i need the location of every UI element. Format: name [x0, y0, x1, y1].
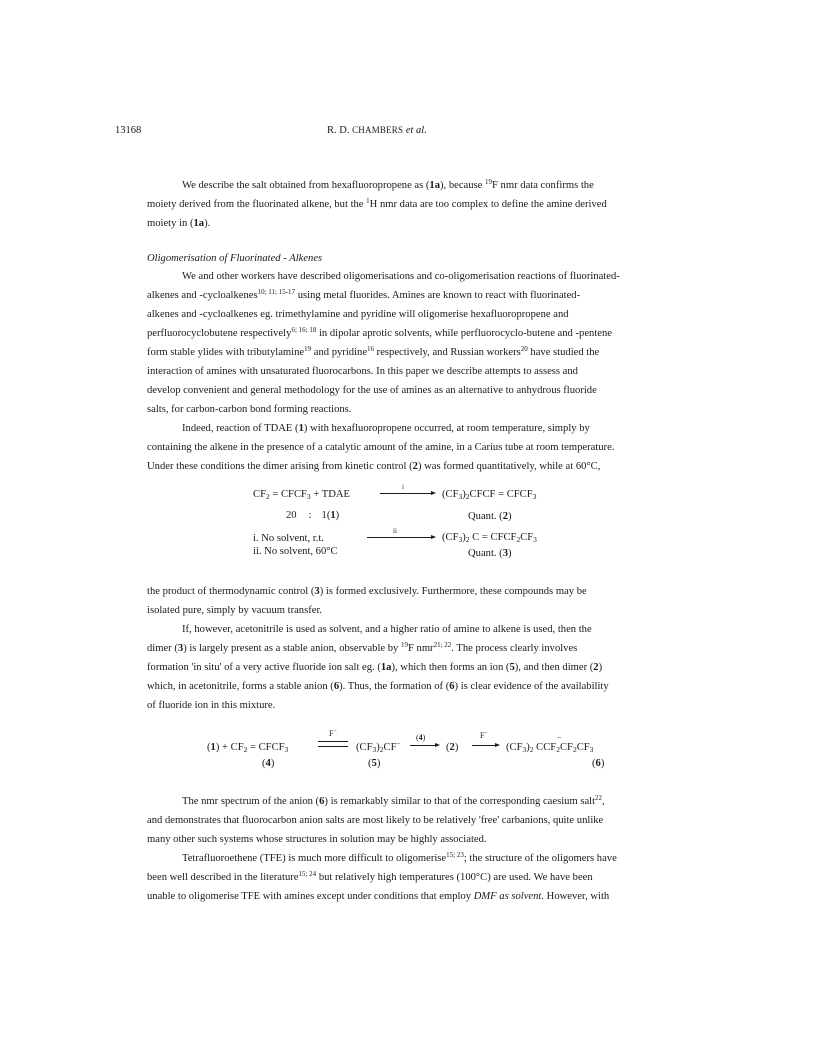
text-line: We and other workers have described oligomerisations and co-oligomerisation reactions of fluorinated-	[182, 271, 620, 282]
text-line: formation 'in situ' of a very active fluoride ion salt eg. (1a), which then forms an ion (5), and then dimer (2)	[147, 662, 603, 673]
yield-label-3: Quant. (3)	[468, 548, 512, 559]
text-line: interaction of amines with unsaturated fluorocarbons. In this paper we describe attempts to assess and	[147, 366, 578, 377]
text-line: the product of thermodynamic control (3) is formed exclusively. Furthermore, these compounds may be	[147, 586, 587, 597]
text-line: Indeed, reaction of TDAE (1) with hexafluoropropene occurred, at room temperature, simply by	[182, 423, 590, 434]
scheme-ratio: 20 : 1(1)	[286, 510, 340, 521]
page-number: 13168	[115, 125, 142, 136]
text-line: been well described in the literature$^{15; 24}$ but relatively high temperatures (100°C) are used. We have been	[147, 870, 593, 883]
text-line: of fluoride ion in this mixture.	[147, 700, 276, 711]
text-line: isolated pure, simply by vacuum transfer.	[147, 605, 323, 616]
text-line: which, in acetonitrile, forms a stable anion (6). Thus, the formation of (6) is clear evidence of the availability	[147, 681, 609, 692]
scheme2-dimer-2: (2)	[446, 742, 459, 753]
compound-label-5: (5)	[368, 758, 381, 769]
text-line: moiety in (1a).	[147, 218, 211, 229]
text-line: develop convenient and general methodology for the use of amines as an alternative to anhydrous fluoride	[147, 385, 597, 396]
text-line: dimer (3) is largely present as a stable anion, observable by $^{19}$F nmr$^{21; 22}$. The process clearly involves	[147, 641, 578, 654]
carbanion-charge: −	[557, 733, 562, 742]
text-line: salts, for carbon-carbon bond forming reactions.	[147, 404, 352, 415]
text-line: We describe the salt obtained from hexafluoropropene as (1a), because $^{19}$F nmr data confirms the	[182, 178, 594, 191]
text-line: perfluorocyclobutene respectively$^{6; 16; 18}$ in dipolar aprotic solvents, while perfluorocyclo-butene and -pentene	[147, 326, 612, 339]
text-line: unable to oligomerise TFE with amines except under conditions that employ DMF as solvent. However, with	[147, 891, 610, 902]
compound-label-6: (6)	[592, 758, 605, 769]
text-line: alkenes and -cycloalkenes eg. trimethylamine and pyridine will oligomerise hexafluoropropene and	[147, 309, 569, 320]
text-line: Tetrafluoroethene (TFE) is much more difficult to oligomerise$^{15; 23}$; the structure of the oligomers have	[182, 851, 617, 864]
text-line: form stable ylides with tributylamine$^{19}$ and pyridine$^{16}$ respectively, and Russian workers$^{20}$ have studied the	[147, 345, 600, 358]
yield-label-2: Quant. (2)	[468, 511, 512, 522]
fluoride-label: F−	[329, 728, 337, 738]
reaction-arrow	[410, 745, 436, 746]
condition-ii: ii. No solvent, 60°C	[253, 546, 338, 557]
scheme-product-3: $(CF_3)_2$ $C = CFCF_2CF_3$	[442, 532, 537, 544]
running-head: R. D. CHAMBERS et al.	[327, 125, 427, 136]
condition-i: i. No solvent, r.t.	[253, 533, 324, 544]
arrow-label-4: (4)	[416, 733, 426, 742]
text-line: If, however, acetonitrile is used as solvent, and a higher ratio of amine to alkene is used, then the	[182, 624, 592, 635]
text-line: moiety derived from the fluorinated alkene, but the $^1$H nmr data are too complex to define the amine derived	[147, 197, 607, 210]
text-line: and demonstrates that fluorocarbon anion salts are most likely to be relatively 'free' carbanions, quite unlike	[147, 815, 604, 826]
scheme2-anion-5: $(CF_3)_2CF^-$	[356, 740, 401, 754]
scheme-product-2: $(CF_3)_2CFCF$ = $CFCF_3$	[442, 489, 537, 501]
compound-label-4: (4)	[262, 758, 275, 769]
text-line: Under these conditions the dimer arising from kinetic control (2) was formed quantitatively, while at 60°C,	[147, 461, 601, 472]
reaction-arrow	[380, 493, 432, 494]
scheme2-reactants: $(1) + CF_2$ = $CFCF_3$	[207, 742, 289, 754]
text-line: alkenes and -cycloalkenes$^{10; 11; 15-17}$ using metal fluorides. Amines are known to react with fluorinated-	[147, 288, 581, 301]
arrow-label-ii: ii	[393, 527, 397, 535]
reaction-arrow	[367, 537, 432, 538]
fluoride-label: F−	[480, 730, 488, 740]
equilibrium-arrow-reverse	[318, 746, 348, 747]
scheme-reactants: $CF_2$ = $CFCF_3$ + TDAE	[253, 489, 350, 501]
reaction-arrow	[472, 745, 496, 746]
scheme2-anion-6: $(CF_3)_2$ $CCF_2CF_2CF_3$	[506, 742, 594, 754]
section-heading: Oligomerisation of Fluorinated - Alkenes	[147, 253, 323, 264]
equilibrium-arrow-forward	[318, 741, 348, 742]
text-line: The nmr spectrum of the anion (6) is remarkably similar to that of the corresponding caesium salt$^{22}$,	[182, 794, 605, 807]
text-line: many other such systems whose structures in solution may be highly associated.	[147, 834, 487, 845]
arrow-label-i: i	[402, 483, 404, 491]
text-line: containing the alkene in the presence of a catalytic amount of the amine, in a Carius tube at room temperature.	[147, 442, 615, 453]
